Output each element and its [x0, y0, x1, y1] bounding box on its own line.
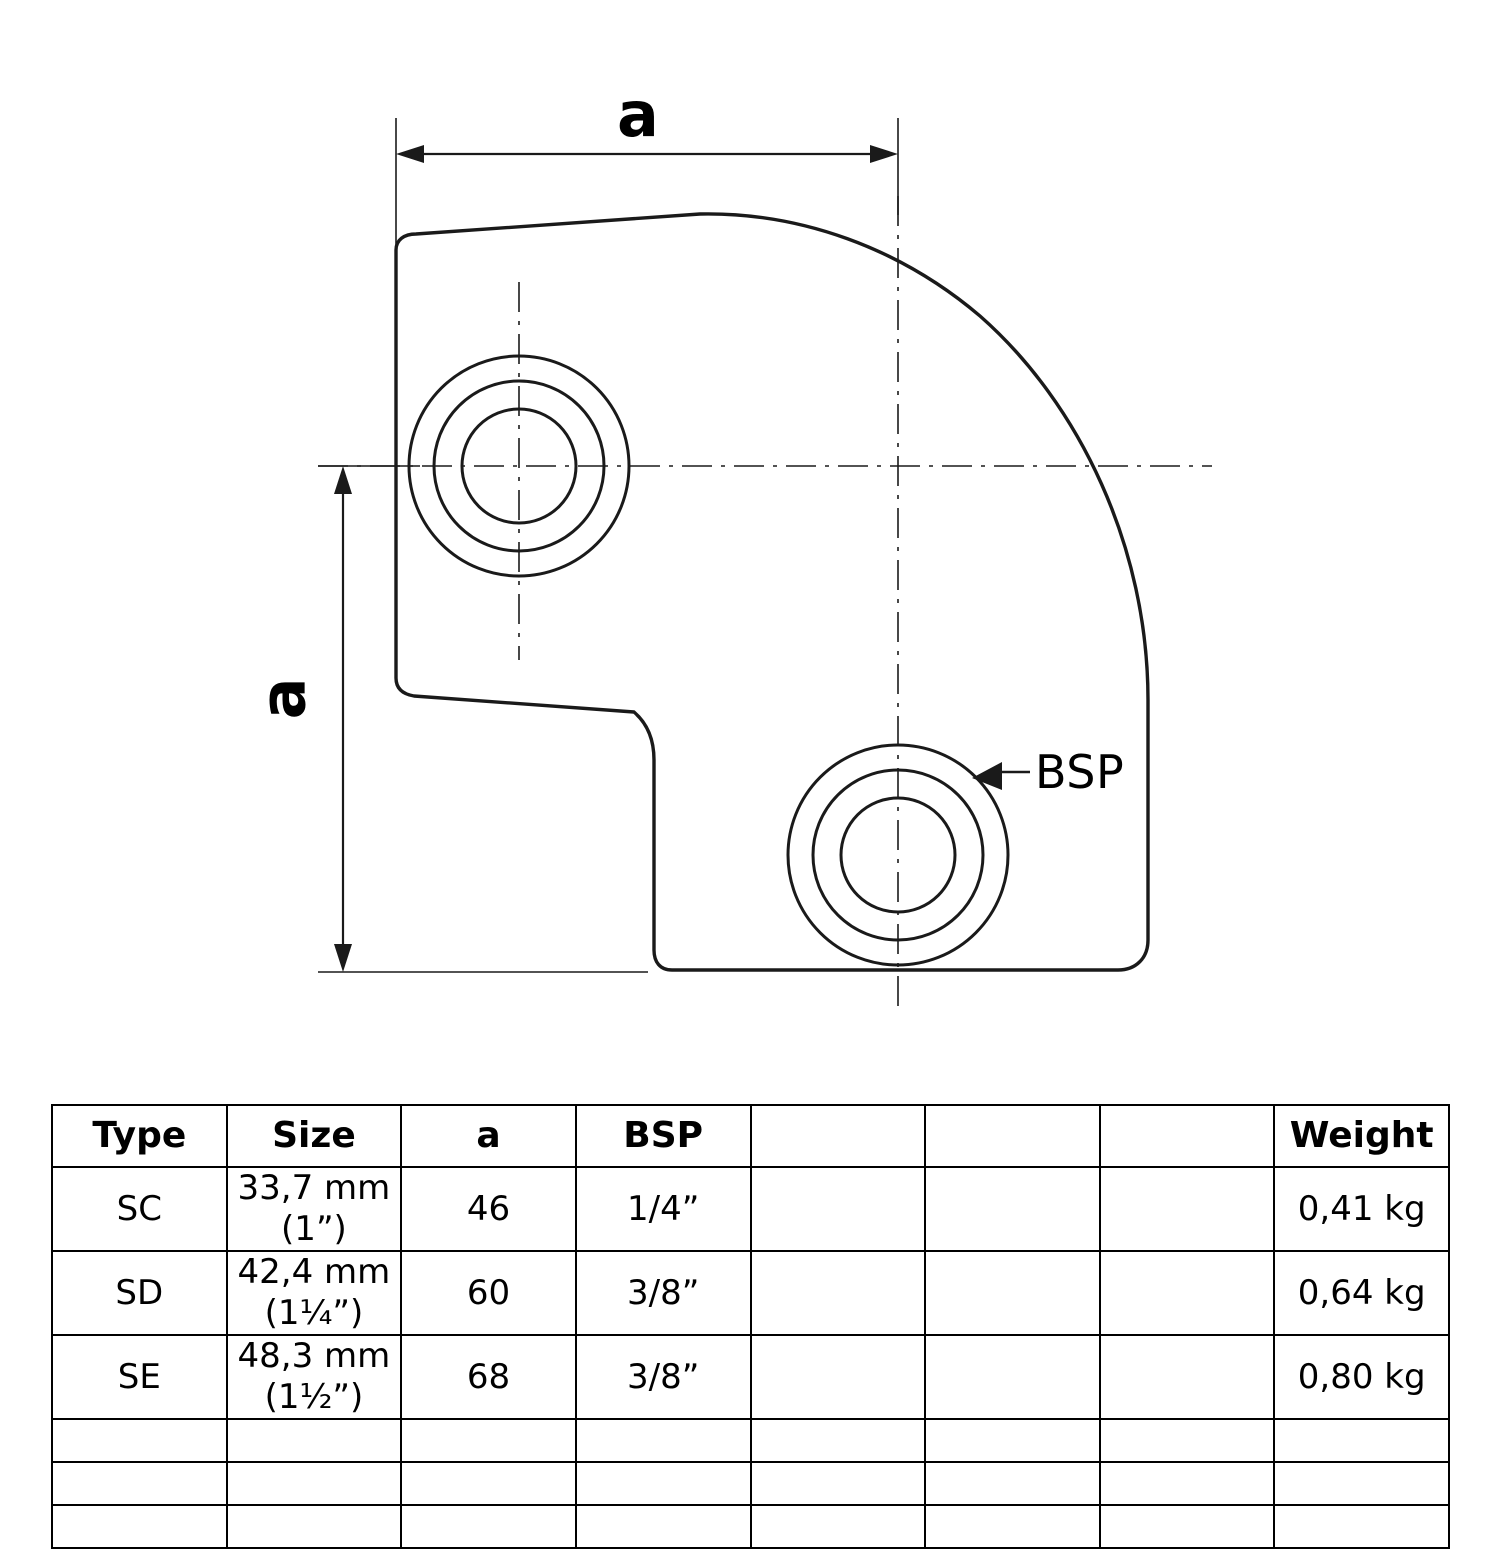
table-row-empty [52, 1462, 1449, 1505]
cell-empty [1274, 1419, 1449, 1462]
cell-empty [52, 1462, 227, 1505]
cell-empty [401, 1505, 576, 1548]
cell-size: 33,7 mm (1”) [227, 1167, 402, 1251]
arrowhead-left-top [396, 145, 424, 163]
table-row-empty [52, 1505, 1449, 1548]
cell-empty [227, 1462, 402, 1505]
header-a: a [401, 1105, 576, 1167]
header-blank-2 [925, 1105, 1100, 1167]
cell-empty [401, 1419, 576, 1462]
cell-blank-2 [925, 1167, 1100, 1251]
cell-empty [1274, 1505, 1449, 1548]
cell-weight: 0,64 kg [1274, 1251, 1449, 1335]
arrowhead-bsp [972, 762, 1002, 790]
dimension-label-a-left: a [246, 677, 320, 720]
cell-empty [1100, 1505, 1275, 1548]
cell-type: SD [52, 1251, 227, 1335]
cell-empty [925, 1419, 1100, 1462]
cell-empty [576, 1505, 751, 1548]
cell-bsp: 1/4” [576, 1167, 751, 1251]
table-header-row [52, 1105, 1449, 1167]
cell-blank-3 [1100, 1335, 1275, 1419]
cell-empty [751, 1462, 926, 1505]
table-row [52, 1251, 1449, 1335]
header-bsp: BSP [576, 1105, 751, 1167]
header-blank-3 [1100, 1105, 1275, 1167]
cell-empty [1100, 1419, 1275, 1462]
cell-blank-2 [925, 1251, 1100, 1335]
cell-blank-3 [1100, 1251, 1275, 1335]
header-size: Size [227, 1105, 402, 1167]
cell-empty [751, 1419, 926, 1462]
dimension-label-a-top: a [617, 78, 659, 151]
table-row [52, 1335, 1449, 1419]
specification-table [51, 1104, 1450, 1549]
arrowhead-right-top [870, 145, 898, 163]
cell-empty [52, 1419, 227, 1462]
cell-bsp: 3/8” [576, 1335, 751, 1419]
table-row-empty [52, 1419, 1449, 1462]
cell-empty [52, 1505, 227, 1548]
cell-size: 42,4 mm (1¼”) [227, 1251, 402, 1335]
cell-empty [1100, 1462, 1275, 1505]
arrowhead-top-left [334, 466, 352, 494]
cell-empty [925, 1505, 1100, 1548]
cell-blank-1 [751, 1335, 926, 1419]
header-weight: Weight [1274, 1105, 1449, 1167]
table-row [52, 1167, 1449, 1251]
cell-a: 46 [401, 1167, 576, 1251]
cell-empty [1274, 1462, 1449, 1505]
cell-size: 48,3 mm (1½”) [227, 1335, 402, 1419]
cell-bsp: 3/8” [576, 1251, 751, 1335]
cell-a: 68 [401, 1335, 576, 1419]
cell-weight: 0,41 kg [1274, 1167, 1449, 1251]
cell-type: SC [52, 1167, 227, 1251]
cell-empty [227, 1505, 402, 1548]
header-type: Type [52, 1105, 227, 1167]
cell-empty [576, 1462, 751, 1505]
body-outline [396, 214, 1148, 970]
cell-weight: 0,80 kg [1274, 1335, 1449, 1419]
cell-empty [227, 1419, 402, 1462]
centre-lines [318, 196, 1212, 1010]
cell-blank-1 [751, 1167, 926, 1251]
cell-blank-3 [1100, 1167, 1275, 1251]
cell-type: SE [52, 1335, 227, 1419]
bsp-callout-label: BSP [1035, 745, 1125, 799]
cell-empty [925, 1462, 1100, 1505]
cell-blank-2 [925, 1335, 1100, 1419]
arrowhead-bottom-left [334, 944, 352, 972]
cell-empty [576, 1419, 751, 1462]
cell-blank-1 [751, 1251, 926, 1335]
cell-a: 60 [401, 1251, 576, 1335]
header-blank-1 [751, 1105, 926, 1167]
cell-empty [401, 1462, 576, 1505]
cell-empty [751, 1505, 926, 1548]
